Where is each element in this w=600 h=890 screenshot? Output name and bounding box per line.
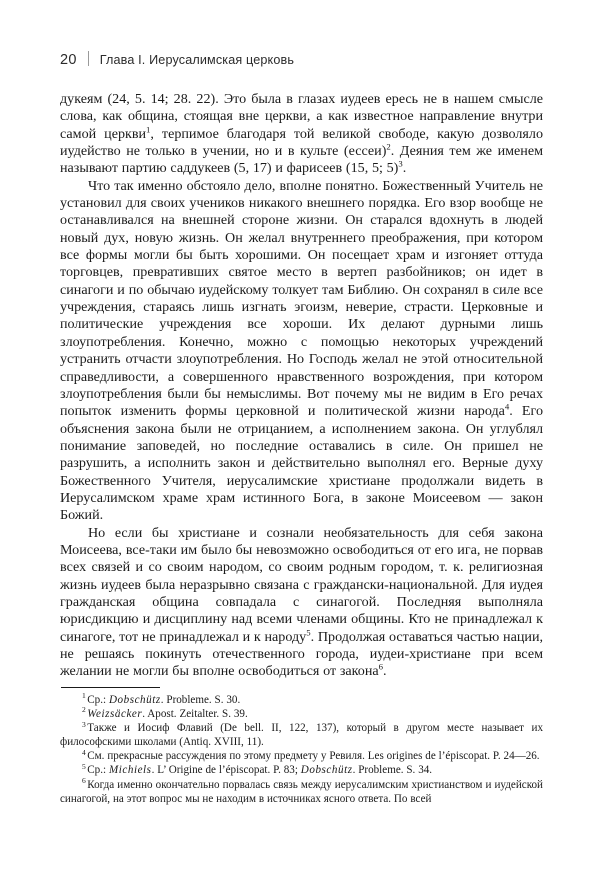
footnote-separator-rule (61, 687, 160, 688)
footnote-item: $^3$ Также и Иосиф Флавий (De bell. II, 122, 137), который в другом месте называет их философскими школами (Antiq. XVIII, 11). (60, 719, 543, 749)
footnote-reference[interactable]: 3 (398, 158, 403, 169)
footnote-marker: 4 (82, 747, 86, 757)
body-paragraph: дукеям (24, 5. 14; 28. 22). Это была в глазах иудеев ересь не в нашем смысле слова, как община, стоящая вне церкви, а как известное направление внутри самой церкви$^1$, терпимое благодаря той великой свободе, какую дозволяло иудейство не только в учении, но и в культе (ессеи)$^2$. Деяния тем же именем называют партию саддукеев (5, 17) и фарисеев (15, 5; 5)$^3$. (60, 91, 543, 177)
body-paragraph: Но если бы христиане и сознали необязательность для себя закона Моисеева, все-таки им было бы невозможно освободиться от его ига, не порвав всех связей и со своим народом, со своим родным городом, т. к. религиозная жизнь иудеев была неразрывно связана с граждански-национальной. Для иудея гражданская община совпадала с синагогой. Последняя выполняла юрисдикцию и дисциплину над всеми членами общины. Кто не принадлежал к синагоге, тот не принадлежал и к народу$^5$. Продолжая оставаться частью нации, не решаясь покинуть отечественного города, иудеи-христиане при всем желании не могли бы вполне освободиться от закона$^6$. (60, 524, 544, 680)
page-number: 20 (60, 52, 77, 68)
footnote-item: $^4$ См. прекрасные рассуждения по этому предмету у Ревиля. Les origines de l’épiscopat. P. 24—26. (82, 747, 540, 763)
footnote-marker: 6 (82, 775, 86, 785)
citation-author: Weizsäcker (87, 708, 143, 721)
citation-author: Dobschütz (300, 764, 353, 777)
body-paragraph: Что так именно обстояло дело, вполне понятно. Божественный Учитель не установил для своих учеников никакого внешнего порядка. Его взор вообще не останавливался на внешней стороне жизни. Он старался вдохнуть в людей новый дух, новую жизнь. Он желал внутреннего преображения, при котором все формы могли бы быть хорошими. Он посещает храм и изгоняет оттуда торговцев, превративших святое место в вертеп разбойников; он идет в синагоги и по обычаю иудейскому толкует там Библию. Он сохранял в силе все учреждения, стараясь лишь изгнать эгоизм, неверие, страсти. Церковные и политические учреждения все хороши. Их делают дурными лишь злоупотребления. Конечно, можно с помощью некоторых учреждений устранить отчасти злоупотребления. Но Господь желал не этой относительной справедливости, а совершенного нравственного возрождения, при котором злоупотребления были бы немыслимы. Вот почему мы не видим в Его речах попыток изменить формы церковной и политической жизни народа$^4$. Его объяснения закона были не отрицанием, а исполнением закона. Он углублял понимание заповедей, но последние оставались в силе. Он пришел не разрушить, а исполнить закон и действительно выполнял его. Верные духу Божественного Учителя, иерусалимские христиане продолжали видеть в Иерусалимском храме храм истинного Бога, в законе Моисеевом — закон Божий. (60, 177, 543, 524)
footnote-reference[interactable]: 6 (378, 661, 384, 672)
footnote-marker: 1 (82, 691, 86, 701)
footnote-reference[interactable]: 4 (504, 401, 510, 412)
body-text (60, 91, 543, 681)
footnote-reference[interactable]: 2 (386, 141, 391, 152)
footnote-item: $^1$ Ср.: Dobschütz. Probleme. S. 30. (82, 691, 241, 706)
footnote-item: $^2$ Weizsäcker. Apost. Zeitalter. S. 39. (82, 705, 248, 721)
footnote-marker: 3 (82, 719, 86, 729)
footnote-marker: 5 (82, 761, 86, 771)
footnote-item: $^6$ Когда именно окончательно порвалась связь между иерусалимским христианством и иудейской синагогой, на этот вопрос мы не находим в источниках ясного ответа. По всей (60, 775, 543, 805)
chapter-title: Глава I. Иерусалимская церковь (99, 53, 295, 67)
citation-author: Dobschütz (108, 694, 161, 706)
footnote-marker: 2 (82, 705, 86, 715)
running-head-divider (88, 51, 89, 66)
citation-author: Michiels (108, 764, 152, 777)
footnote-reference[interactable]: 1 (146, 124, 151, 134)
footnote-reference[interactable]: 5 (306, 626, 311, 637)
footnote-item: $^5$ Ср.: Michiels. L’ Origine de l’épiscopat. P. 83; Dobschütz. Probleme. S. 34. (82, 761, 433, 777)
footnotes-block (60, 693, 543, 806)
running-head (60, 49, 294, 68)
